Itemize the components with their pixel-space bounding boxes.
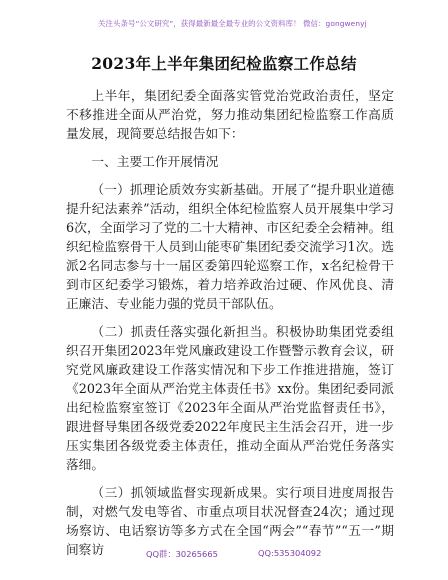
document-body — [66, 86, 394, 559]
header-banner: 关注头条号“公文研究”，获得最新最全最专业的公文资料库！ 微信：gongwenyj — [98, 19, 367, 28]
document-title: 2023年上半年集团纪检监察工作总结 — [91, 54, 357, 73]
qq-group-text: QQ群：30265665 — [146, 549, 218, 559]
section-heading: 一、主要工作开展情况 — [91, 154, 219, 169]
qq-number-text: QQ:535304092 — [258, 548, 322, 558]
paragraph-2: （二）抓责任落实强化新担当。积极协助集团党委组织召开集团2023年党风廉政建设工作暨警示教育会议，研究党风廉政建设工作落实情况和下步工作推进措施，签订《2023年全面从严治党主体责任书》xx份。集团纪委同派出纪检监察室签订《2023年全面从严治党监督责任书》，跟进督导集团各级党委2022年度民主生活会召开，进一步压实集团各级党委主体责任，推动全面从严治党任务落实落细。 — [66, 324, 394, 472]
paragraph-3: （三）抓领域监督实现新成果。实行项目进度周报告制，对燃气发电等省、市重点项目状况督查24次；通过现场察访、电话察访等多方式在全国“两会”“春节”“五一”期间察访 — [66, 485, 394, 557]
paragraph-1: （一）抓理论质效夯实新基础。开展了“提升职业道德提升纪法素养”活动，组织全体纪检监察人员开展集中学习6次，全面学习了党的二十大精神、市区纪委全会精神。组织纪检监察骨干人员到山能枣矿集团纪委交流学习1次。选派2名同志参与十一届区委第四轮巡察工作，x名纪检骨干到市区纪委学习锻炼，着力培养政治过硬、作风优良、清正廉洁、专业能力强的党员干部队伍。 — [66, 182, 394, 311]
intro-paragraph: 上半年，集团纪委全面落实管党治党政治责任，坚定不移推进全面从严治党，努力推动集团纪检监察工作高质量发展，现简要总结报告如下： — [66, 88, 394, 141]
